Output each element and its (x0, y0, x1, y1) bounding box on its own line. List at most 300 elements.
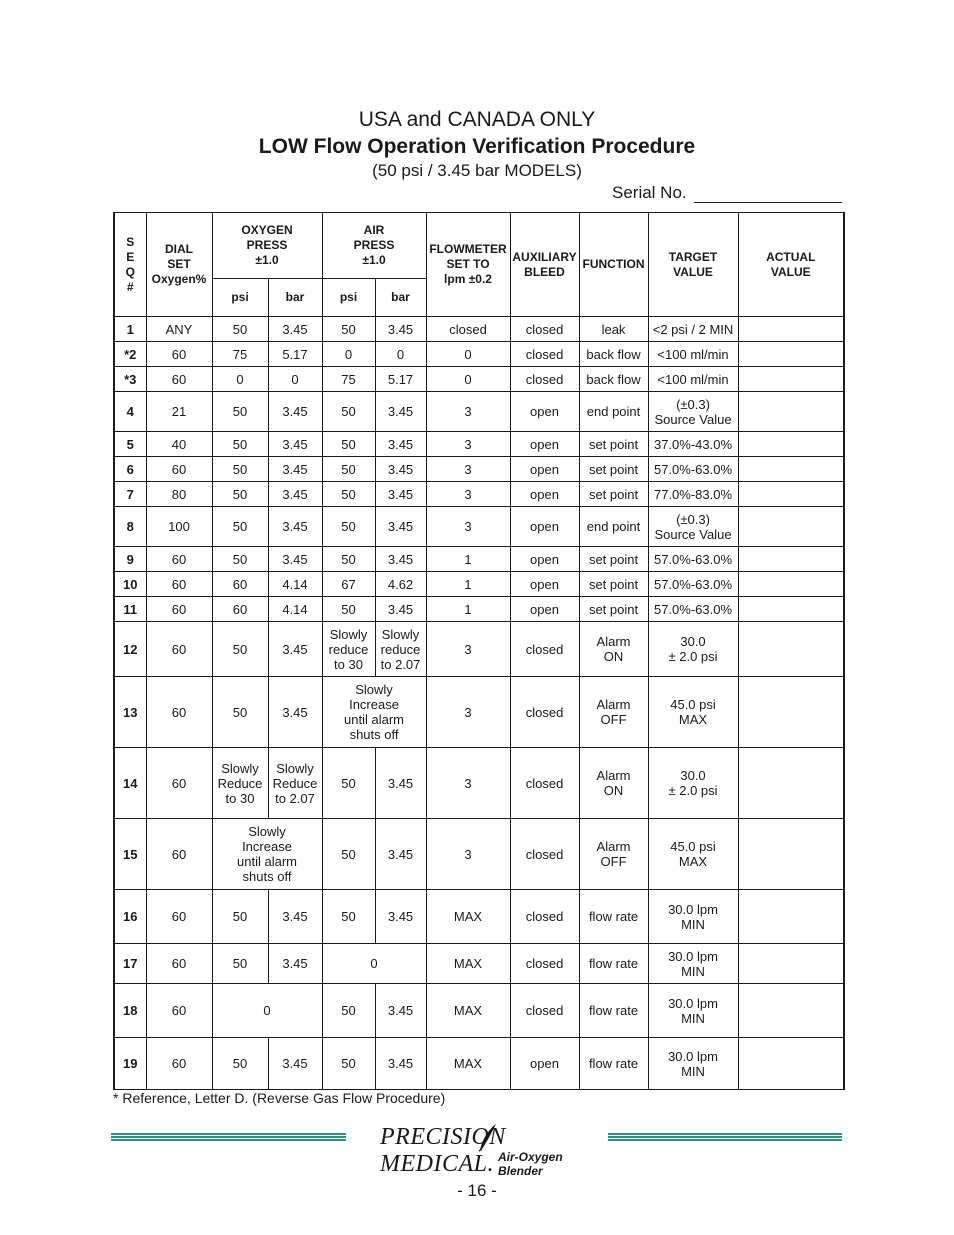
cell-line: 11 (123, 601, 138, 617)
target-value-cell (648, 819, 738, 890)
oxygen-bar-cell (268, 547, 322, 572)
cell-line: 7 (126, 486, 134, 502)
function-cell (579, 748, 648, 819)
cell-line: 50 (341, 321, 356, 337)
footer-rule-left (111, 1133, 346, 1142)
dial-set-cell (146, 597, 212, 622)
cell-line: 15 (123, 846, 138, 862)
cell-line: 3.45 (282, 641, 308, 657)
air-psi-cell (322, 457, 375, 482)
cell-line: MIN (681, 1010, 705, 1026)
seq-number (114, 392, 146, 432)
auxiliary-bleed-cell (510, 572, 579, 597)
oxygen-psi-cell (212, 677, 268, 748)
flowmeter-cell (426, 317, 510, 342)
cell-line: reduce (328, 641, 369, 657)
function-cell (579, 1038, 648, 1090)
cell-line: ± 2.0 psi (668, 783, 718, 798)
dial-set-cell (146, 342, 212, 367)
cell-line: AUXILIARY (512, 249, 577, 264)
cell-line: Alarm (596, 768, 631, 783)
cell-line: MIN (681, 963, 705, 979)
table-row (114, 622, 844, 677)
air-psi-cell (322, 622, 375, 677)
cell-line: SET (167, 257, 191, 271)
logo-wordmark: PRECISION MEDICAL. (380, 1124, 506, 1177)
cell-line: closed (525, 956, 564, 971)
cell-line: Increase (349, 697, 399, 712)
oxygen-psi-cell (212, 342, 268, 367)
oxygen-psi-cell (212, 944, 268, 984)
cell-line: 4.14 (282, 601, 308, 617)
flowmeter-cell (426, 622, 510, 677)
cell-line: S (126, 234, 135, 249)
table-row (114, 1038, 844, 1090)
function-cell (579, 342, 648, 367)
cell-line: 3.45 (282, 551, 308, 567)
table-row (114, 890, 844, 944)
cell-line: 3.45 (282, 704, 308, 720)
cell-line: 0 (344, 346, 353, 362)
cell-line: open (530, 601, 559, 617)
air-press-cell (322, 677, 426, 748)
air-bar-cell (375, 1038, 426, 1090)
cell-line: 14 (123, 775, 138, 791)
cell-line: 100 (168, 519, 190, 534)
cell-line: Increase (242, 839, 292, 854)
oxygen-bar-cell (268, 1038, 322, 1090)
oxygen-bar-cell (268, 890, 322, 944)
dial-set-cell (146, 984, 212, 1038)
cell-line: 3.45 (387, 436, 414, 452)
air-psi-cell (322, 392, 375, 432)
cell-line: *3 (124, 371, 137, 387)
target-value-cell (648, 392, 738, 432)
dial-set-cell (146, 367, 212, 392)
cell-line: 50 (341, 404, 356, 419)
page-title: LOW Flow Operation Verification Procedure (258, 135, 696, 158)
oxygen-bar-cell (268, 748, 322, 819)
table-row (114, 457, 844, 482)
cell-line: ± 2.0 psi (668, 649, 718, 664)
header-function: FUNCTION (579, 213, 648, 317)
table-row (114, 572, 844, 597)
cell-line: 3.45 (282, 321, 308, 337)
cell-line: Slowly (221, 760, 259, 776)
header-dial-set (146, 213, 212, 317)
cell-line: 60 (171, 461, 187, 477)
cell-line: <100 ml/min (657, 346, 729, 362)
dial-set-cell (146, 547, 212, 572)
seq-number (114, 677, 146, 748)
cell-line: 60 (171, 1003, 187, 1018)
cell-line: closed (525, 641, 564, 657)
function-cell (579, 944, 648, 984)
cell-line: set point (588, 576, 639, 592)
oxygen-bar-cell (268, 572, 322, 597)
cell-line: 60 (171, 551, 187, 567)
actual-value-cell[interactable] (738, 677, 844, 748)
air-psi-cell (322, 342, 375, 367)
flowmeter-cell (426, 507, 510, 547)
actual-value-cell[interactable] (738, 1038, 844, 1090)
air-bar-cell (375, 748, 426, 819)
cell-line: 75 (232, 346, 248, 362)
cell-line: 1 (464, 576, 472, 592)
cell-line: 50 (341, 1003, 356, 1018)
cell-line: closed (525, 371, 564, 387)
oxygen-psi-cell (212, 748, 268, 819)
cell-line: flow rate (588, 909, 639, 924)
seq-number (114, 622, 146, 677)
air-psi-cell (322, 1038, 375, 1090)
header-auxiliary-bleed (510, 213, 579, 317)
actual-value-cell[interactable] (738, 482, 844, 507)
oxygen-psi-cell (212, 622, 268, 677)
target-value-cell (648, 984, 738, 1038)
cell-line: 50 (232, 909, 248, 924)
dial-set-cell (146, 507, 212, 547)
auxiliary-bleed-cell (510, 547, 579, 572)
cell-line: OXYGEN (241, 223, 293, 237)
actual-value-cell[interactable] (738, 317, 844, 342)
seq-number (114, 748, 146, 819)
oxygen-psi-cell (212, 1038, 268, 1090)
cell-line: 60 (171, 846, 187, 862)
cell-line: ON (603, 783, 624, 798)
actual-value-cell[interactable] (738, 984, 844, 1038)
cell-line: 60 (171, 641, 187, 657)
actual-value-cell[interactable] (738, 622, 844, 677)
cell-line: leak (601, 321, 626, 337)
cell-line: open (530, 1056, 559, 1071)
cell-line: Slowly (276, 760, 314, 776)
cell-line: 50 (232, 704, 248, 720)
cell-line: Reduce (272, 775, 318, 791)
cell-line: 40 (171, 436, 187, 452)
air-bar-cell (375, 457, 426, 482)
cell-line: Slowly (381, 626, 420, 642)
cell-line: MAX (678, 854, 708, 869)
cell-line: 0 (263, 1003, 271, 1018)
actual-value-cell[interactable] (738, 342, 844, 367)
cell-line: 3.45 (282, 404, 308, 419)
oxygen-bar-cell (268, 597, 322, 622)
auxiliary-bleed-cell (510, 984, 579, 1038)
cell-line: 3.45 (387, 1003, 414, 1018)
cell-line: closed (525, 704, 564, 720)
dial-set-cell (146, 890, 212, 944)
cell-line: 1 (464, 601, 472, 617)
header-air-psi: psi (322, 279, 375, 317)
flowmeter-cell (426, 984, 510, 1038)
cell-line: 60 (171, 1056, 187, 1071)
cell-line: 67 (341, 576, 356, 592)
actual-value-cell[interactable] (738, 572, 844, 597)
actual-value-cell[interactable] (738, 944, 844, 984)
cell-line: 3.45 (387, 461, 414, 477)
table-row (114, 507, 844, 547)
oxygen-bar-cell (268, 677, 322, 748)
oxygen-psi-cell (212, 457, 268, 482)
air-bar-cell (375, 622, 426, 677)
actual-value-cell[interactable] (738, 367, 844, 392)
cell-line: PRESS (353, 238, 395, 252)
air-psi-cell (322, 547, 375, 572)
page-subtitle: (50 psi / 3.45 bar MODELS) (372, 161, 582, 180)
auxiliary-bleed-cell (510, 507, 579, 547)
cell-line: 50 (341, 519, 356, 534)
actual-value-cell[interactable] (738, 432, 844, 457)
air-psi-cell (322, 507, 375, 547)
header-flowmeter (426, 213, 510, 317)
table-row (114, 597, 844, 622)
cell-line: 57.0%-63.0% (653, 576, 733, 592)
actual-value-cell[interactable] (738, 890, 844, 944)
target-value-cell (648, 572, 738, 597)
cell-line: reduce (380, 641, 421, 657)
cell-line: Oxygen% (151, 272, 207, 286)
cell-line: # (126, 279, 134, 294)
cell-line: MAX (453, 1056, 483, 1071)
cell-line: 4 (126, 404, 134, 419)
oxygen-bar-cell (268, 392, 322, 432)
air-bar-cell (375, 597, 426, 622)
cell-line: 3 (464, 461, 472, 477)
dial-set-cell (146, 677, 212, 748)
cell-line: 12 (123, 641, 138, 657)
cell-line: 3 (464, 486, 472, 502)
cell-line: closed (449, 321, 487, 337)
cell-line: 60 (171, 576, 187, 592)
cell-line: VALUE (770, 264, 811, 279)
function-cell (579, 819, 648, 890)
cell-line: 3 (464, 704, 472, 720)
oxygen-psi-cell (212, 432, 268, 457)
cell-line: BLEED (524, 264, 565, 279)
cell-line: set point (588, 461, 639, 477)
cell-line: 5.17 (282, 346, 308, 362)
air-bar-cell (375, 572, 426, 597)
target-value-cell (648, 507, 738, 547)
header-actual-value (738, 213, 844, 317)
oxygen-psi-cell (212, 482, 268, 507)
flowmeter-cell (426, 457, 510, 482)
auxiliary-bleed-cell (510, 432, 579, 457)
footnote: * Reference, Letter D. (Reverse Gas Flow Procedure) (113, 1090, 446, 1106)
product-name: Air-Oxygen Blender (498, 1150, 563, 1178)
table-row (114, 984, 844, 1038)
cell-line: (±0.3) (676, 511, 710, 527)
cell-line: 60 (171, 371, 187, 387)
function-cell (579, 392, 648, 432)
flowmeter-cell (426, 432, 510, 457)
cell-line: 60 (171, 601, 187, 617)
target-value-cell (648, 317, 738, 342)
cell-line: 30.0 lpm (668, 901, 718, 917)
cell-line: OFF (600, 712, 627, 727)
auxiliary-bleed-cell (510, 890, 579, 944)
oxygen-bar-cell (268, 457, 322, 482)
cell-line: shuts off (349, 727, 399, 742)
cell-line: 3 (464, 404, 472, 419)
seq-number (114, 547, 146, 572)
actual-value-cell[interactable] (738, 392, 844, 432)
dial-set-cell (146, 432, 212, 457)
cell-line: flow rate (588, 1003, 639, 1018)
auxiliary-bleed-cell (510, 597, 579, 622)
cell-line: VALUE (673, 264, 713, 279)
cell-line: 50 (341, 486, 356, 502)
cell-line: closed (525, 909, 564, 924)
air-bar-cell (375, 890, 426, 944)
oxygen-bar-cell (268, 432, 322, 457)
function-cell (579, 572, 648, 597)
cell-line: 30.0 (680, 634, 706, 649)
flowmeter-cell (426, 677, 510, 748)
dial-set-cell (146, 1038, 212, 1090)
cell-line: 50 (232, 461, 248, 477)
cell-line: 3.45 (282, 519, 308, 534)
cell-line: SET TO (446, 257, 490, 271)
oxygen-psi-cell (212, 507, 268, 547)
cell-line: 3 (464, 641, 472, 657)
cell-line: 5 (126, 436, 134, 452)
seq-number (114, 507, 146, 547)
cell-line: *2 (124, 346, 137, 362)
actual-value-cell[interactable] (738, 819, 844, 890)
cell-line: 77.0%-83.0% (653, 486, 733, 502)
cell-line: open (530, 436, 559, 452)
cell-line: 3 (464, 519, 472, 534)
cell-line: 3.45 (282, 909, 308, 924)
cell-line: open (530, 404, 559, 419)
actual-value-cell[interactable] (738, 748, 844, 819)
auxiliary-bleed-cell (510, 342, 579, 367)
target-value-cell (648, 482, 738, 507)
cell-line: 3.45 (387, 775, 414, 791)
header-oxygen-press (212, 213, 322, 279)
cell-line: 60 (171, 704, 187, 720)
cell-line: 0 (396, 346, 405, 362)
cell-line: flow rate (588, 956, 639, 971)
cell-line: 57.0%-63.0% (653, 601, 733, 617)
target-value-cell (648, 944, 738, 984)
function-cell (579, 597, 648, 622)
cell-line: open (530, 551, 559, 567)
actual-value-cell[interactable] (738, 547, 844, 572)
seq-number (114, 317, 146, 342)
cell-line: set point (588, 486, 639, 502)
cell-line: 50 (341, 1056, 356, 1071)
seq-number (114, 342, 146, 367)
cell-line: 45.0 psi (670, 697, 716, 712)
seq-number (114, 457, 146, 482)
header-air-press (322, 213, 426, 279)
cell-line: 3 (464, 775, 472, 791)
serial-input-line[interactable] (694, 202, 842, 203)
target-value-cell (648, 597, 738, 622)
actual-value-cell[interactable] (738, 457, 844, 482)
oxygen-psi-cell (212, 547, 268, 572)
cell-line: 1 (464, 551, 472, 567)
actual-value-cell[interactable] (738, 507, 844, 547)
cell-line: 60 (171, 909, 187, 924)
oxygen-bar-cell (268, 367, 322, 392)
air-bar-cell (375, 507, 426, 547)
cell-line: 37.0%-43.0% (653, 436, 733, 452)
table-row (114, 547, 844, 572)
cell-line: 3.45 (387, 909, 414, 924)
cell-line: Alarm (596, 839, 631, 854)
cell-line: 4.62 (387, 576, 414, 592)
cell-line: 50 (341, 461, 356, 477)
cell-line: MAX (453, 1003, 483, 1018)
air-bar-cell (375, 342, 426, 367)
oxygen-press-cell (212, 819, 322, 890)
seq-number (114, 890, 146, 944)
cell-line: lpm ±0.2 (444, 272, 492, 286)
oxygen-psi-cell (212, 890, 268, 944)
cell-line: open (530, 519, 559, 534)
air-bar-cell (375, 392, 426, 432)
air-psi-cell (322, 317, 375, 342)
cell-line: shuts off (242, 869, 292, 884)
auxiliary-bleed-cell (510, 317, 579, 342)
cell-line: 16 (123, 909, 138, 924)
flowmeter-cell (426, 890, 510, 944)
seq-number (114, 572, 146, 597)
cell-line: 8 (126, 519, 134, 534)
table-row (114, 392, 844, 432)
cell-line: 5.17 (387, 371, 414, 387)
cell-line: Alarm (596, 697, 631, 712)
air-psi-cell (322, 367, 375, 392)
cell-line: 50 (232, 486, 248, 502)
function-cell (579, 677, 648, 748)
cell-line: closed (525, 321, 564, 337)
auxiliary-bleed-cell (510, 482, 579, 507)
seq-number (114, 944, 146, 984)
function-cell (579, 457, 648, 482)
cell-line: 60 (171, 775, 187, 791)
page-number: - 16 - (457, 1181, 497, 1200)
oxygen-psi-cell (212, 367, 268, 392)
cell-line: 50 (341, 909, 356, 924)
dial-set-cell (146, 572, 212, 597)
actual-value-cell[interactable] (738, 597, 844, 622)
air-psi-cell (322, 432, 375, 457)
cell-line: MAX (678, 712, 708, 727)
cell-line: flow rate (588, 1056, 639, 1071)
cell-line: 19 (123, 1056, 138, 1071)
target-value-cell (648, 890, 738, 944)
cell-line: to 30 (334, 656, 363, 672)
cell-line: 75 (341, 371, 356, 387)
target-value-cell (648, 748, 738, 819)
cell-line: FLOWMETER (429, 242, 507, 256)
oxygen-bar-cell (268, 482, 322, 507)
cell-line: 13 (123, 704, 138, 720)
function-cell (579, 984, 648, 1038)
cell-line: 50 (232, 1056, 248, 1071)
cell-line: until alarm (237, 854, 297, 869)
auxiliary-bleed-cell (510, 367, 579, 392)
cell-line: 60 (232, 601, 248, 617)
cell-line: 3 (464, 846, 472, 862)
seq-number (114, 432, 146, 457)
cell-line: Slowly (248, 824, 286, 839)
